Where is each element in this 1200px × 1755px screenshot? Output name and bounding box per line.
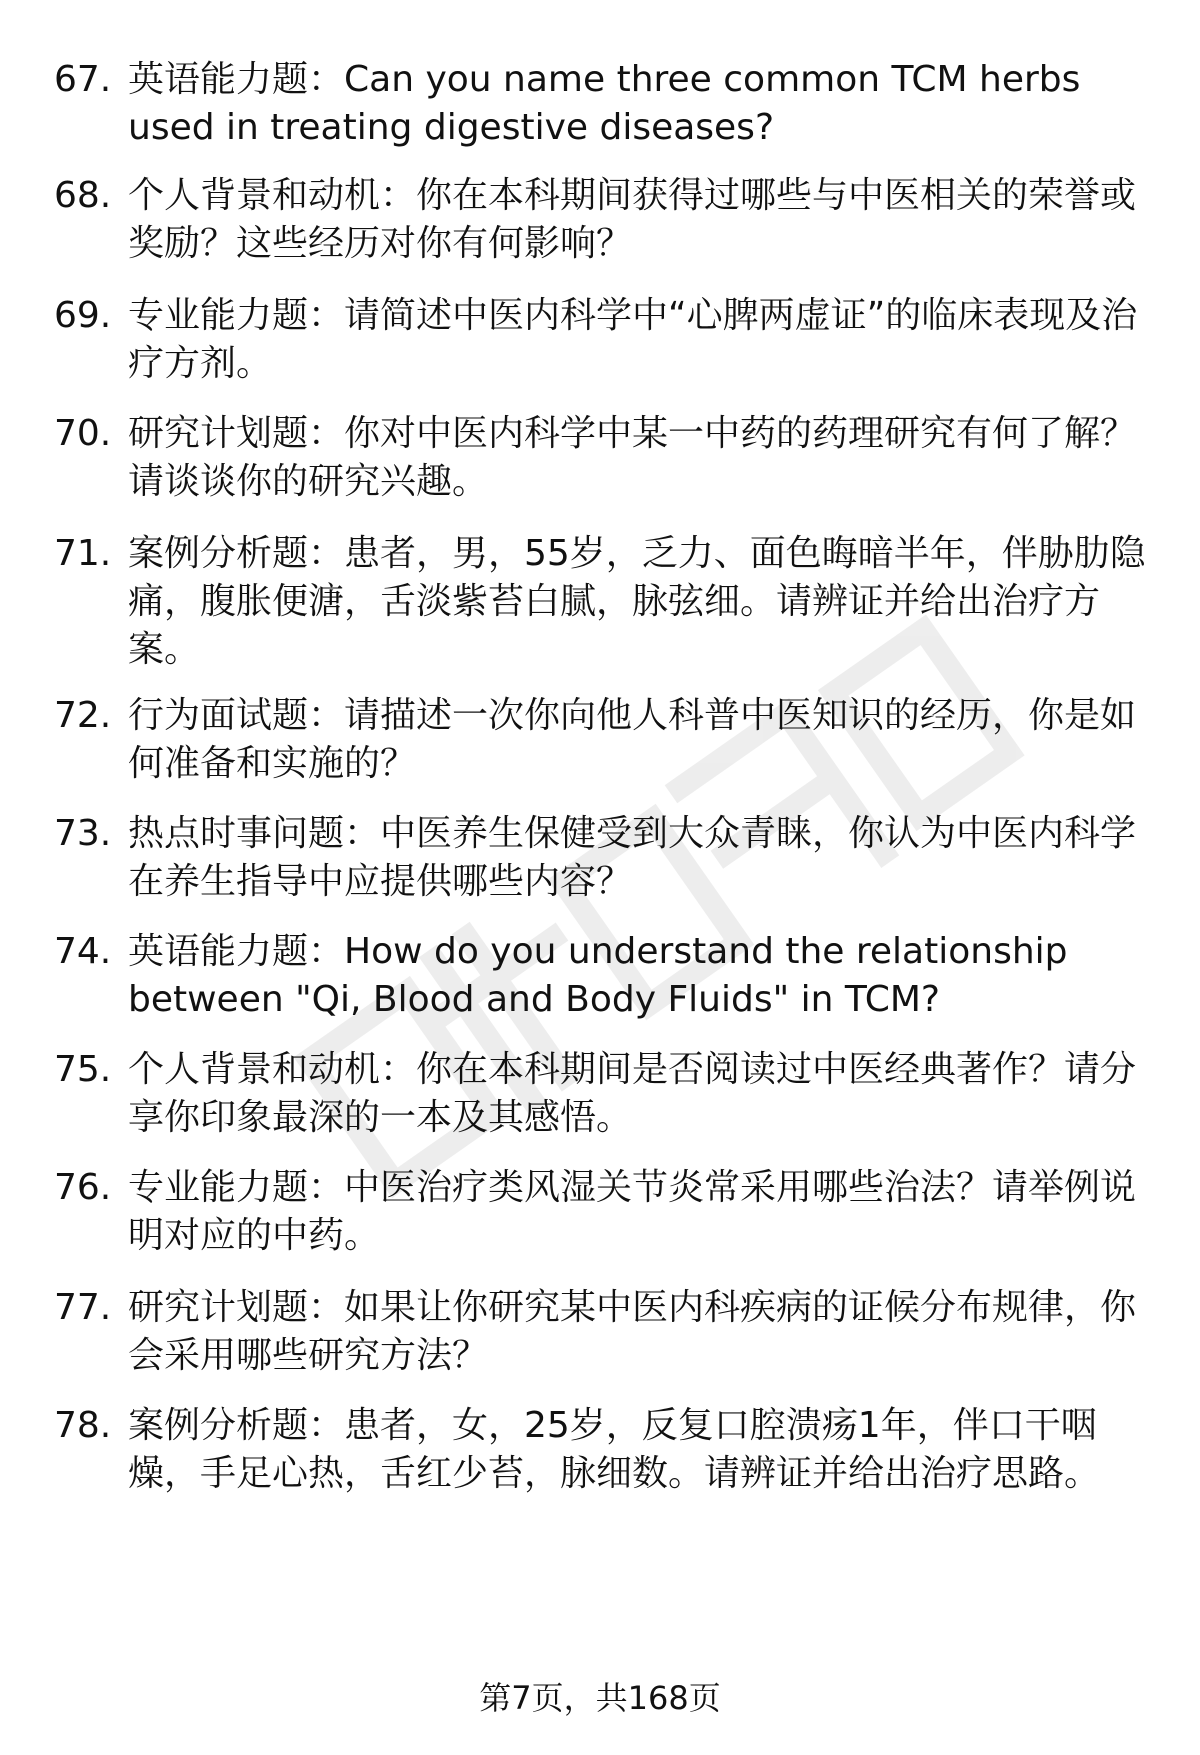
question-number: 67. (54, 59, 112, 100)
question-text: 研究计划题：你对中医内科学中某一中药的药理研究有何了解？请谈谈你的研究兴趣。 (128, 413, 1137, 502)
question-item (54, 928, 1150, 1024)
question-item (54, 1402, 1150, 1498)
question-item (54, 692, 1150, 788)
question-number: 69. (54, 295, 112, 336)
question-text: 案例分析题：患者，男，55岁，乏力、面色晦暗半年，伴胁肋隐痛，腹胀便溏，舌淡紫苔白腻，脉弦细。请辨证并给出治疗方案。 (128, 533, 1146, 670)
question-item (54, 292, 1150, 388)
question-text: 个人背景和动机：你在本科期间是否阅读过中医经典著作？请分享你印象最深的一本及其感悟。 (128, 1049, 1137, 1138)
question-number: 75. (54, 1049, 112, 1090)
question-item (54, 1284, 1150, 1380)
question-number: 71. (54, 533, 112, 574)
question-text: 英语能力题：Can you name three common TCM herbs used in treating digestive diseases? (128, 59, 1081, 148)
question-number: 73. (54, 813, 112, 854)
question-text: 英语能力题：How do you understand the relationship between "Qi, Blood and Body Fluids" in TCM? (128, 931, 1068, 1020)
question-item (54, 172, 1150, 268)
question-number: 74. (54, 931, 112, 972)
question-item (54, 56, 1150, 152)
question-text: 研究计划题：如果让你研究某中医内科疾病的证候分布规律，你会采用哪些研究方法？ (128, 1287, 1137, 1376)
question-item (54, 1164, 1150, 1260)
question-text: 案例分析题：患者，女，25岁，反复口腔溃疡1年，伴口干咽燥，手足心热，舌红少苔，脉细数。请辨证并给出治疗思路。 (128, 1405, 1101, 1494)
question-text: 热点时事问题：中医养生保健受到大众青睐，你认为中医内科学在养生指导中应提供哪些内容？ (128, 813, 1137, 902)
question-number: 76. (54, 1167, 112, 1208)
question-number: 72. (54, 695, 112, 736)
page-footer: 第7页，共168页 (479, 1679, 721, 1717)
question-number: 70. (54, 413, 112, 454)
question-number: 68. (54, 175, 112, 216)
question-number: 77. (54, 1287, 112, 1328)
question-item (54, 410, 1150, 506)
question-item (54, 1046, 1150, 1142)
question-item (54, 530, 1150, 674)
question-item (54, 810, 1150, 906)
question-text: 专业能力题：请简述中医内科学中“心脾两虚证”的临床表现及治疗方剂。 (128, 295, 1138, 384)
question-text: 专业能力题：中医治疗类风湿关节炎常采用哪些治法？请举例说明对应的中药。 (128, 1167, 1137, 1256)
question-text: 行为面试题：请描述一次你向他人科普中医知识的经历，你是如何准备和实施的？ (128, 695, 1137, 784)
question-number: 78. (54, 1405, 112, 1446)
question-text: 个人背景和动机：你在本科期间获得过哪些与中医相关的荣誉或奖励？这些经历对你有何影响？ (128, 175, 1137, 264)
